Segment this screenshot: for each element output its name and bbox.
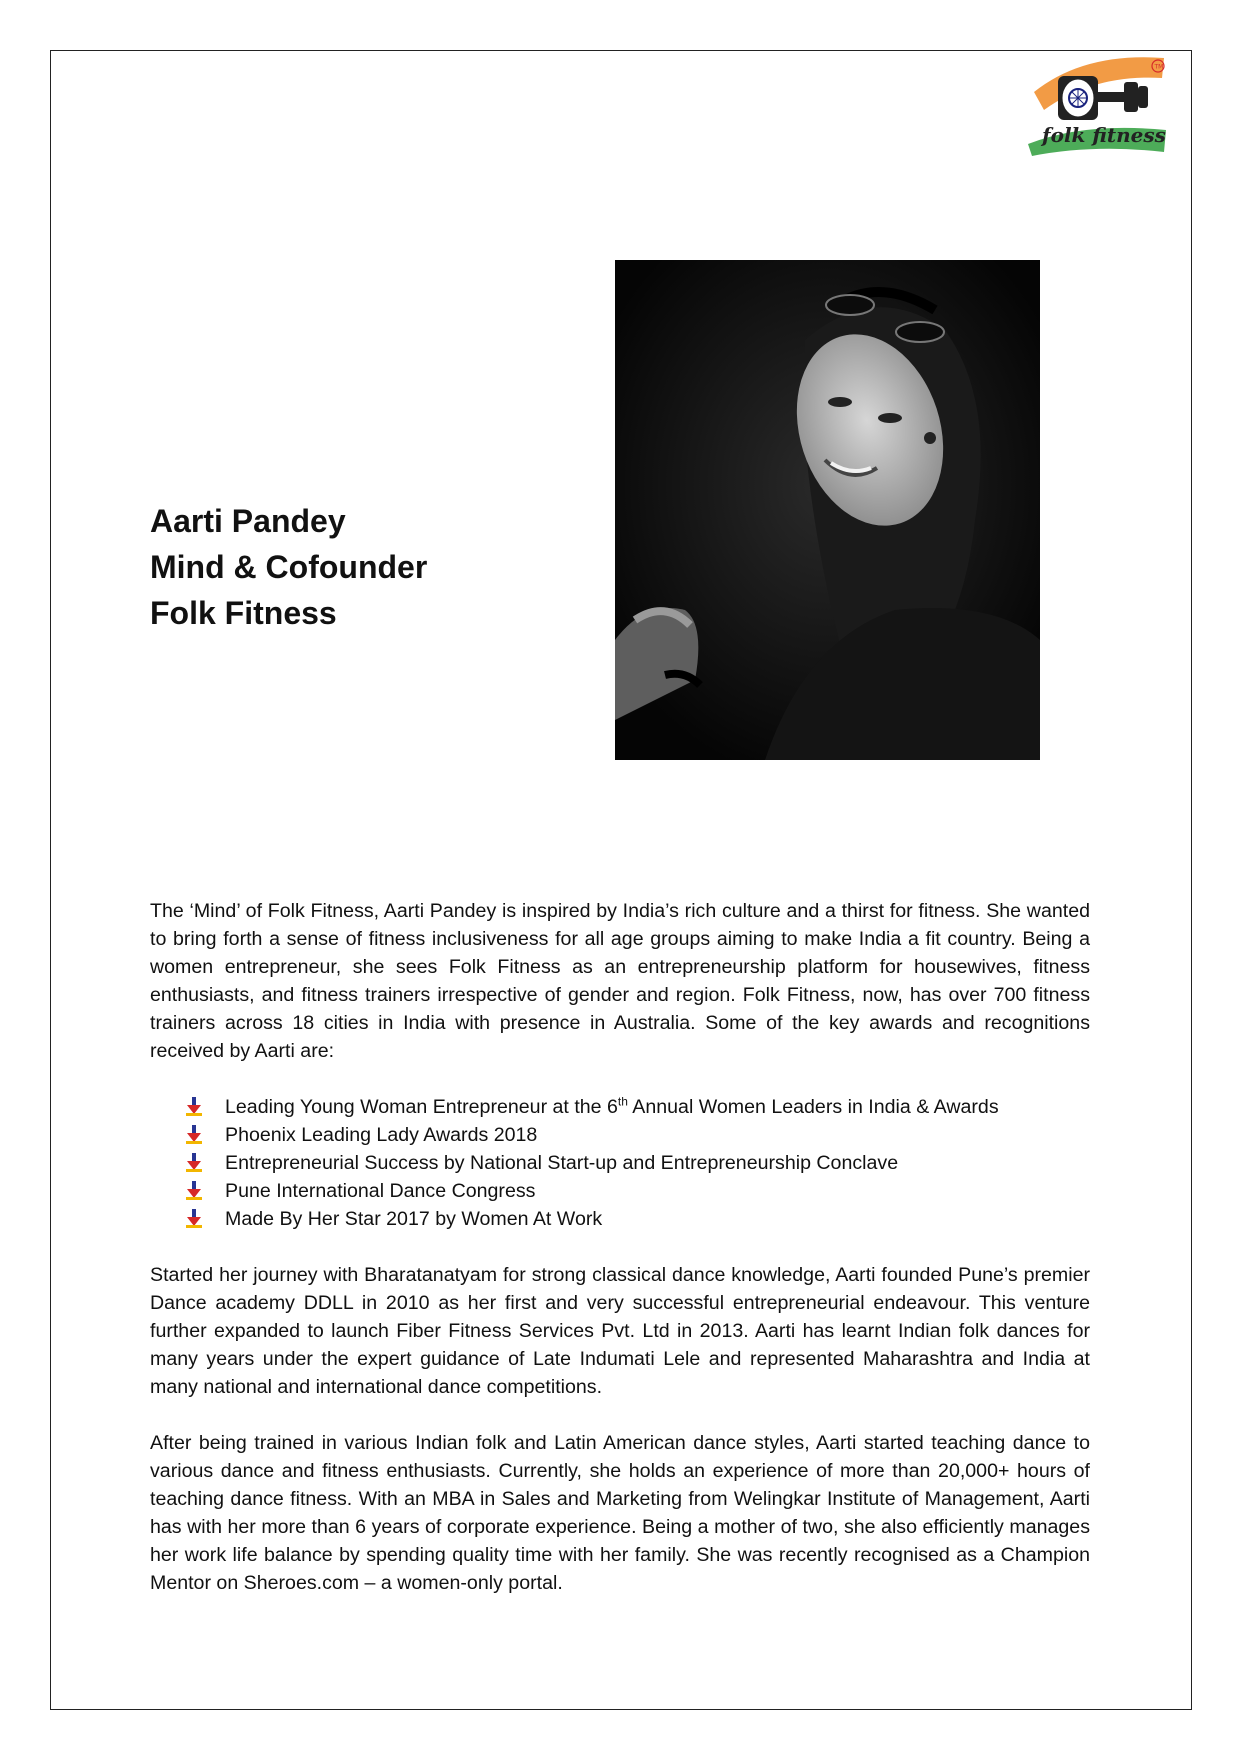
- list-item: [185, 1149, 1145, 1177]
- arrow-bullet-icon: [185, 1097, 203, 1117]
- award-item-label: Made By Her Star 2017 by Women At Work: [225, 1208, 603, 1230]
- awards-list: [185, 1093, 1145, 1233]
- profile-company: Folk Fitness: [150, 595, 337, 631]
- award-item-label: Phoenix Leading Lady Awards 2018: [225, 1124, 538, 1146]
- profile-role: Mind & Cofounder: [150, 549, 428, 585]
- journey-paragraph: Started her journey with Bharatanatyam for strong classical dance knowledge, Aarti founded Pune’s premier Dance academy DDLL in 2010 as her first and very successful entrepreneurial endeavour. This venture further expanded to launch Fiber Fitness Services Pvt. Ltd in 2013. Aarti has learnt Indian folk dances for many years under the expert guidance of Late Indumati Lele and represented Maharashtra and India at many national and international dance competitions.: [150, 1264, 1090, 1398]
- arrow-bullet-icon: [185, 1153, 203, 1173]
- experience-paragraph: After being trained in various Indian folk and Latin American dance styles, Aarti started teaching dance to various dance and fitness enthusiasts. Currently, she holds an experience of more than 20,000+ hours of teaching dance fitness. With an MBA in Sales and Marketing from Welingkar Institute of Management, Aarti has with her more than 6 years of corporate experience. Being a mother of two, she also efficiently manages her work life balance by spending quality time with her family. She was recently recognised as a Champion Mentor on Sheroes.com – a women-only portal.: [150, 1432, 1090, 1594]
- profile-name: Aarti Pandey: [150, 503, 346, 539]
- arrow-bullet-icon: [185, 1125, 203, 1145]
- intro-paragraph: The ‘Mind’ of Folk Fitness, Aarti Pandey is inspired by India’s rich culture and a thirst for fitness. She wanted to bring forth a sense of fitness inclusiveness for all age groups aiming to make India a fit country. Being a women entrepreneur, she sees Folk Fitness as an entrepreneurship platform for housewives, fitness enthusiasts, and fitness trainers irrespective of gender and region. Folk Fitness, now, has over 700 fitness trainers across 18 cities in India with presence in Australia. Some of the key awards and recognitions received by Aarti are:: [150, 900, 1090, 1062]
- list-item: [185, 1121, 1145, 1149]
- arrow-bullet-icon: [185, 1181, 203, 1201]
- svg-text:TM: TM: [1154, 63, 1164, 71]
- arrow-bullet-icon: [185, 1209, 203, 1229]
- profile-heading: [150, 498, 427, 636]
- svg-text:folk fitness: folk fitness: [1042, 123, 1166, 147]
- list-item: [185, 1093, 1145, 1121]
- list-item: [185, 1177, 1145, 1205]
- list-item: [185, 1205, 1145, 1233]
- award-item-label: Pune International Dance Congress: [225, 1180, 536, 1202]
- portrait-photo: [615, 260, 1040, 760]
- folk-fitness-logo: [1024, 52, 1168, 156]
- award-item-label: Entrepreneurial Success by National Start-up and Entrepreneurship Conclave: [225, 1152, 899, 1174]
- award-item-label: Leading Young Woman Entrepreneur at the 6th Annual Women Leaders in India & Awards: [225, 1094, 999, 1118]
